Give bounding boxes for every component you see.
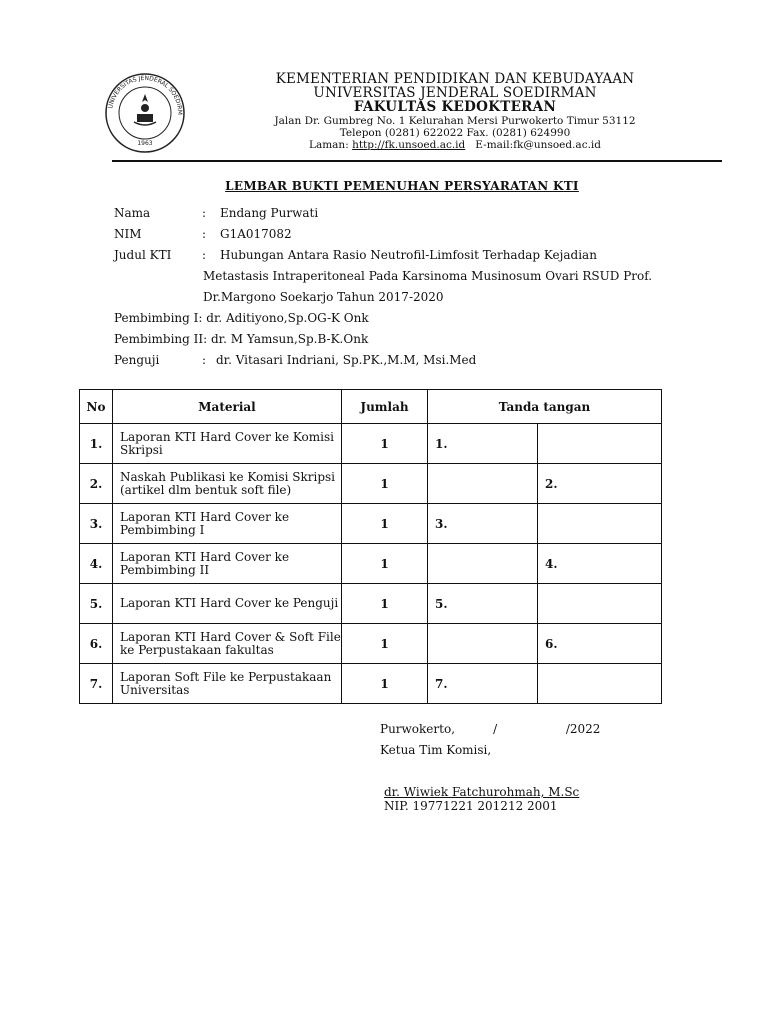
- judul-line1: Hubungan Antara Rasio Neutrofil-Limfosit Terhadap Kejadian: [220, 248, 597, 262]
- phone-line: Telepon (0281) 622022 Fax. (0281) 624990: [339, 127, 571, 139]
- signature-cell-left: 7.: [428, 664, 538, 704]
- table-row: [80, 544, 662, 584]
- table-row: [80, 504, 662, 544]
- table-row: [80, 424, 662, 464]
- signer-nip: NIP. 19771221 201212 2001: [384, 799, 558, 813]
- row-number: 1.: [80, 424, 113, 464]
- nama-value: Endang Purwati: [220, 206, 319, 220]
- penguji-colon: :: [202, 353, 207, 367]
- place-date: Purwokerto, / /2022: [380, 722, 601, 736]
- signature-cell-right: 4.: [538, 544, 662, 584]
- signature-cell-right: [538, 664, 662, 704]
- row-material: Laporan KTI Hard Cover ke Komisi Skripsi: [113, 424, 342, 464]
- signature-cell-right: [538, 584, 662, 624]
- signature-cell-left: [428, 544, 538, 584]
- row-material: Laporan KTI Hard Cover ke Penguji: [113, 584, 342, 624]
- svg-text:UNIVERSITAS JENDERAL SOEDIRMAN: UNIVERSITAS JENDERAL SOEDIRM: [107, 74, 184, 116]
- header-tanda-tangan: Tanda tangan: [428, 390, 662, 424]
- nama-label: Nama: [114, 206, 151, 220]
- table-row: [80, 624, 662, 664]
- judul-label: Judul KTI: [114, 248, 172, 262]
- row-number: 7.: [80, 664, 113, 704]
- faculty-name: FAKULTAS KEDOKTERAN: [353, 99, 557, 115]
- ministry-name: KEMENTERIAN PENDIDIKAN DAN KEBUDAYAAN: [275, 71, 635, 87]
- row-jumlah: 1: [342, 504, 428, 544]
- document-title: LEMBAR BUKTI PEMENUHAN PERSYARATAN KTI: [225, 179, 579, 193]
- nim-label: NIM: [114, 227, 142, 241]
- penguji-value: dr. Vitasari Indriani, Sp.PK.,M.M, Msi.Med: [216, 353, 477, 367]
- university-seal-icon: [104, 72, 186, 154]
- row-material: Laporan KTI Hard Cover ke Pembimbing I: [113, 504, 342, 544]
- row-number: 5.: [80, 584, 113, 624]
- email-text: E-mail:fk@unsoed.ac.id: [475, 139, 601, 151]
- row-jumlah: 1: [342, 424, 428, 464]
- row-jumlah: 1: [342, 544, 428, 584]
- row-jumlah: 1: [342, 464, 428, 504]
- nim-colon: :: [202, 227, 207, 241]
- row-jumlah: 1: [342, 584, 428, 624]
- signer-role: Ketua Tim Komisi,: [380, 743, 492, 757]
- header-material: Material: [113, 390, 342, 424]
- requirements-table: [79, 389, 662, 704]
- nama-colon: :: [202, 206, 207, 220]
- web-email-line: [230, 140, 680, 151]
- university-name: UNIVERSITAS JENDERAL SOEDIRMAN: [313, 85, 597, 101]
- header-jumlah: Jumlah: [342, 390, 428, 424]
- judul-line2: Metastasis Intraperitoneal Pada Karsinoma Musinosum Ovari RSUD Prof.: [203, 269, 653, 283]
- row-number: 2.: [80, 464, 113, 504]
- row-material: Laporan KTI Hard Cover & Soft File ke Perpustakaan fakultas: [113, 624, 342, 664]
- header-no: No: [80, 390, 113, 424]
- address-line: Jalan Dr. Gumbreg No. 1 Kelurahan Mersi Purwokerto Timur 53112: [274, 115, 636, 127]
- row-jumlah: 1: [342, 664, 428, 704]
- signer-name: dr. Wiwiek Fatchurohmah, M.Sc: [384, 785, 580, 799]
- signature-cell-right: 2.: [538, 464, 662, 504]
- row-number: 3.: [80, 504, 113, 544]
- row-material: Laporan KTI Hard Cover ke Pembimbing II: [113, 544, 342, 584]
- nim-value: G1A017082: [220, 227, 292, 241]
- judul-colon: :: [202, 248, 207, 262]
- table-row: [80, 464, 662, 504]
- signature-cell-left: 3.: [428, 504, 538, 544]
- penguji-label: Penguji: [114, 353, 160, 367]
- university-logo: [104, 72, 186, 154]
- table-header-row: [80, 390, 662, 424]
- signature-cell-left: [428, 624, 538, 664]
- signature-cell-right: [538, 504, 662, 544]
- row-material: Naskah Publikasi ke Komisi Skripsi (artikel dlm bentuk soft file): [113, 464, 342, 504]
- pembimbing2-line: Pembimbing II: dr. M Yamsun,Sp.B-K.Onk: [114, 332, 369, 346]
- signature-cell-left: 5.: [428, 584, 538, 624]
- signature-cell-left: [428, 464, 538, 504]
- table-row: [80, 664, 662, 704]
- header-divider: [112, 160, 722, 162]
- signature-cell-right: [538, 424, 662, 464]
- signature-cell-left: 1.: [428, 424, 538, 464]
- table-row: [80, 584, 662, 624]
- web-link[interactable]: http://fk.unsoed.ac.id: [352, 139, 466, 151]
- row-number: 4.: [80, 544, 113, 584]
- row-material: Laporan Soft File ke Perpustakaan Universitas: [113, 664, 342, 704]
- row-number: 6.: [80, 624, 113, 664]
- web-label: Laman:: [308, 139, 353, 151]
- pembimbing1-line: Pembimbing I: dr. Aditiyono,Sp.OG-K Onk: [114, 311, 369, 325]
- judul-line3: Dr.Margono Soekarjo Tahun 2017-2020: [203, 290, 444, 304]
- signature-cell-right: 6.: [538, 624, 662, 664]
- svg-text:1963: 1963: [137, 140, 153, 147]
- row-jumlah: 1: [342, 624, 428, 664]
